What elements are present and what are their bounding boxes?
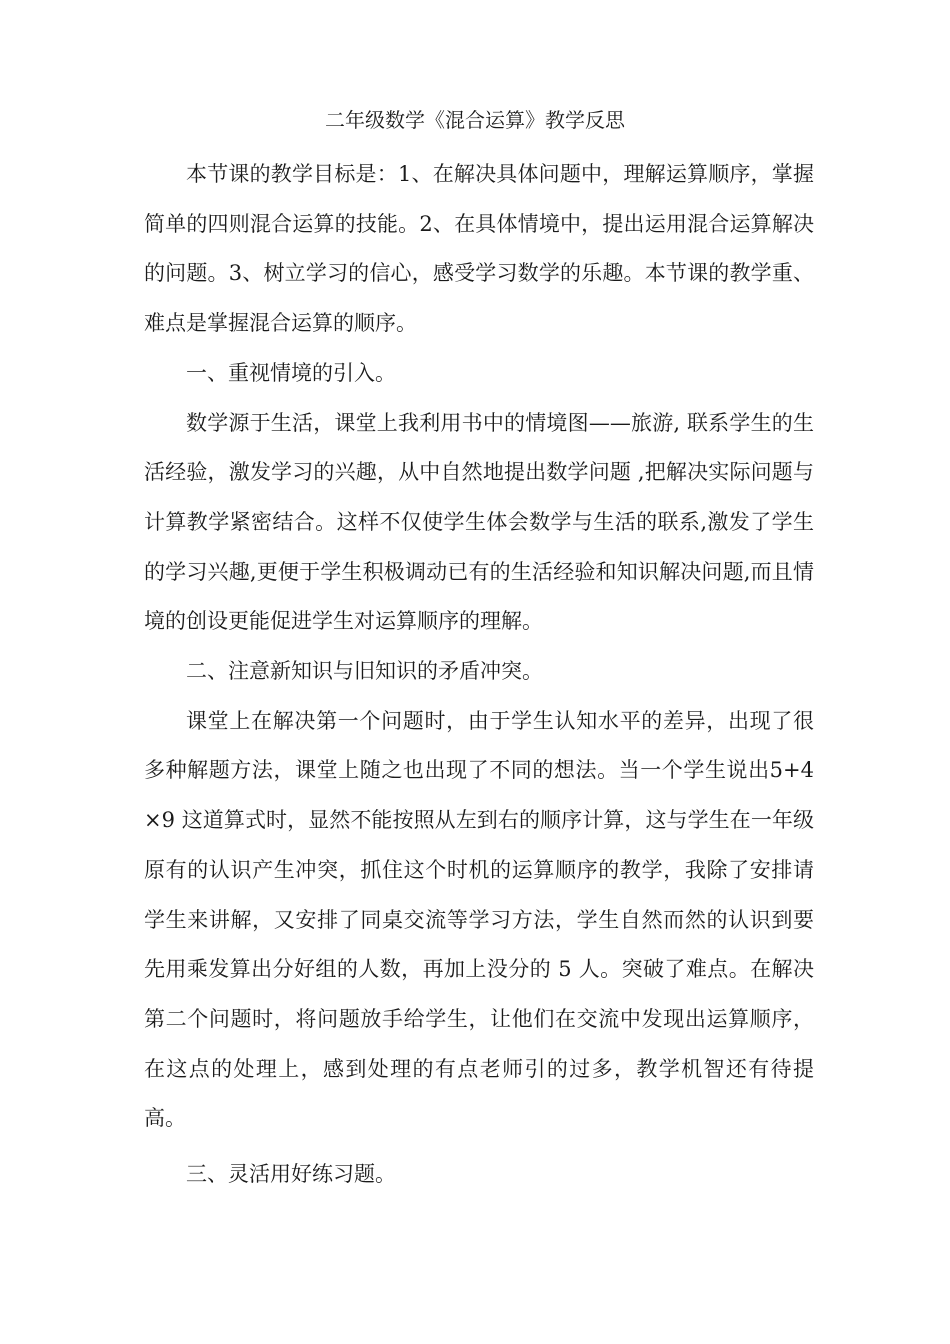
- section-heading-2: 二、注意新知识与旧知识的矛盾冲突。: [186, 659, 543, 684]
- document-body: [144, 150, 814, 1200]
- paragraph-objectives: 本节课的教学目标是：1、在解决具体问题中，理解运算顺序，掌握简单的四则混合运算的技能。2、在具体情境中，提出运用混合运算解决的问题。3、树立学习的信心，感受学习数学的乐趣。本节课的教学重、难点是掌握混合运算的顺序。: [144, 162, 814, 336]
- paragraph-situation: 数学源于生活，课堂上我利用书中的情境图——旅游, 联系学生的生活经验，激发学习的兴趣，从中自然地提出数学问题 ,把解决实际问题与计算教学紧密结合。这样不仅使学生体会数学与生活的联系,激发了学生的学习兴趣,更便于学生积极调动已有的生活经验和知识解决问题,而且情境的创设更能促进学生对运算顺序的理解。: [144, 410, 814, 634]
- section-heading-1: 一、重视情境的引入。: [186, 360, 396, 385]
- section-heading-3: 三、灵活用好练习题。: [186, 1162, 396, 1187]
- document-title: 二年级数学《混合运算》教学反思: [325, 108, 625, 132]
- paragraph-conflict: 课堂上在解决第一个问题时，由于学生认知水平的差异，出现了很多种解题方法，课堂上随之也出现了不同的想法。当一个学生说出5+4×9 这道算式时，显然不能按照从左到右的顺序计算，这与学生在一年级原有的认识产生冲突，抓住这个时机的运算顺序的教学，我除了安排请学生来讲解，又安排了同桌交流等学习方法，学生自然而然的认识到要先用乘发算出分好组的人数，再加上没分的 5 人。突破了难点。在解决第二个问题时，将问题放手给学生，让他们在交流中发现出运算顺序，在这点的处理上，感到处理的有点老师引的过多，教学机智还有待提高。: [144, 708, 814, 1131]
